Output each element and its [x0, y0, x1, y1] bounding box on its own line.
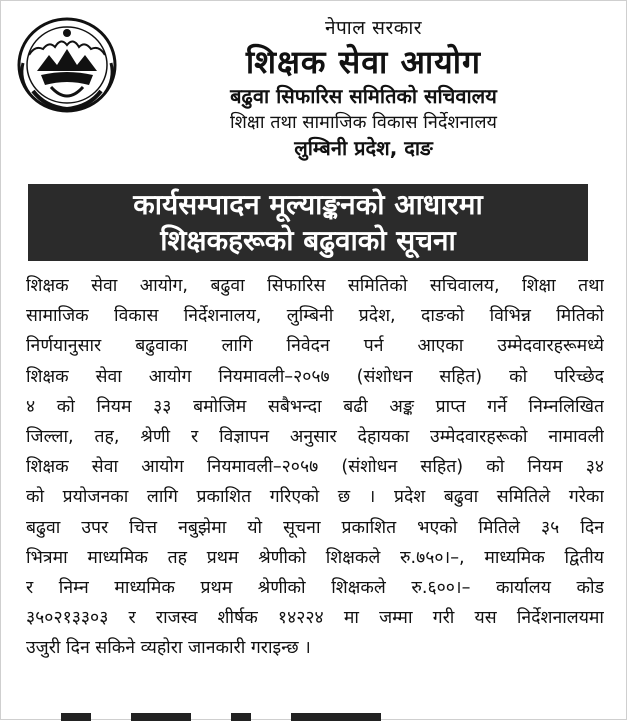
body-line: सामाजिक विकास निर्देशनालय, लुम्बिनी प्रदेश, दाङको विभिन्न मितिको — [26, 306, 604, 327]
header-secretariat: बढुवा सिफारिस समितिको सचिवालय — [230, 84, 497, 108]
header-commission-name: शिक्षक सेवा आयोग — [245, 43, 482, 81]
body-line: शिक्षक सेवा आयोग नियमावली–२०५७ (संशोधन सहित) को नियम ३४ — [26, 457, 604, 478]
letterhead — [121, 15, 606, 161]
body-line: शिक्षक सेवा आयोग नियमावली–२०५७ (संशोधन सहित) को परिच्छेद — [26, 366, 604, 387]
notice-title-banner — [28, 184, 588, 261]
body-line: र निम्न माध्यमिक प्रथम श्रेणीको शिक्षकले रु.६००।– कार्यालय कोड — [26, 578, 604, 599]
header-nepal-government: नेपाल सरकार — [324, 17, 423, 39]
body-line: बढुवा उपर चित्त नबुझेमा यो सूचना प्रकाशित भएको मितिले ३५ दिन — [26, 517, 604, 538]
body-line: जिल्ला, तह, श्रेणी र विज्ञापन अनुसार देहायका उम्मेदवारहरूको नामावली — [26, 427, 604, 448]
body-line: निर्णयानुसार बढुवाका लागि निवेदन पर्न आएका उम्मेदवारहरूमध्ये — [26, 336, 604, 357]
body-line: भित्रमा माध्यमिक तह प्रथम श्रेणीको शिक्षकले रु.७५०।–, माध्यमिक द्वितीय — [26, 547, 604, 568]
header-location: लुम्बिनी प्रदेश, दाङ — [294, 136, 433, 160]
notice-title-line-1: कार्यसम्पादन मूल्याङ्कनको आधारमा — [133, 188, 483, 221]
body-line: उजुरी दिन सकिने व्यहोरा जानकारी गराइन्छ । — [26, 638, 311, 659]
body-line: शिक्षक सेवा आयोग, बढुवा सिफारिस समितिको सचिवालय, शिक्षा तथा — [26, 276, 604, 296]
notice-title-line-2: शिक्षकहरूको बढुवाको सूचना — [160, 224, 456, 257]
body-line: ३५०२१३३०३ र राजस्व शीर्षक १४२२४ मा जम्मा गरी यस निर्देशनालयमा — [26, 608, 604, 629]
body-line: ४ को नियम ३३ बमोजिम सबैभन्दा बढी अङ्क प्राप्त गर्ने निम्नलिखित — [26, 396, 604, 417]
body-line: को प्रयोजनका लागि प्रकाशित गरिएको छ । प्रदेश बढुवा समितिले गरेका — [26, 487, 604, 508]
header-directorate: शिक्षा तथा सामाजिक विकास निर्देशनालय — [230, 112, 497, 133]
notice-body — [26, 271, 604, 664]
nepal-government-emblem — [15, 15, 119, 115]
